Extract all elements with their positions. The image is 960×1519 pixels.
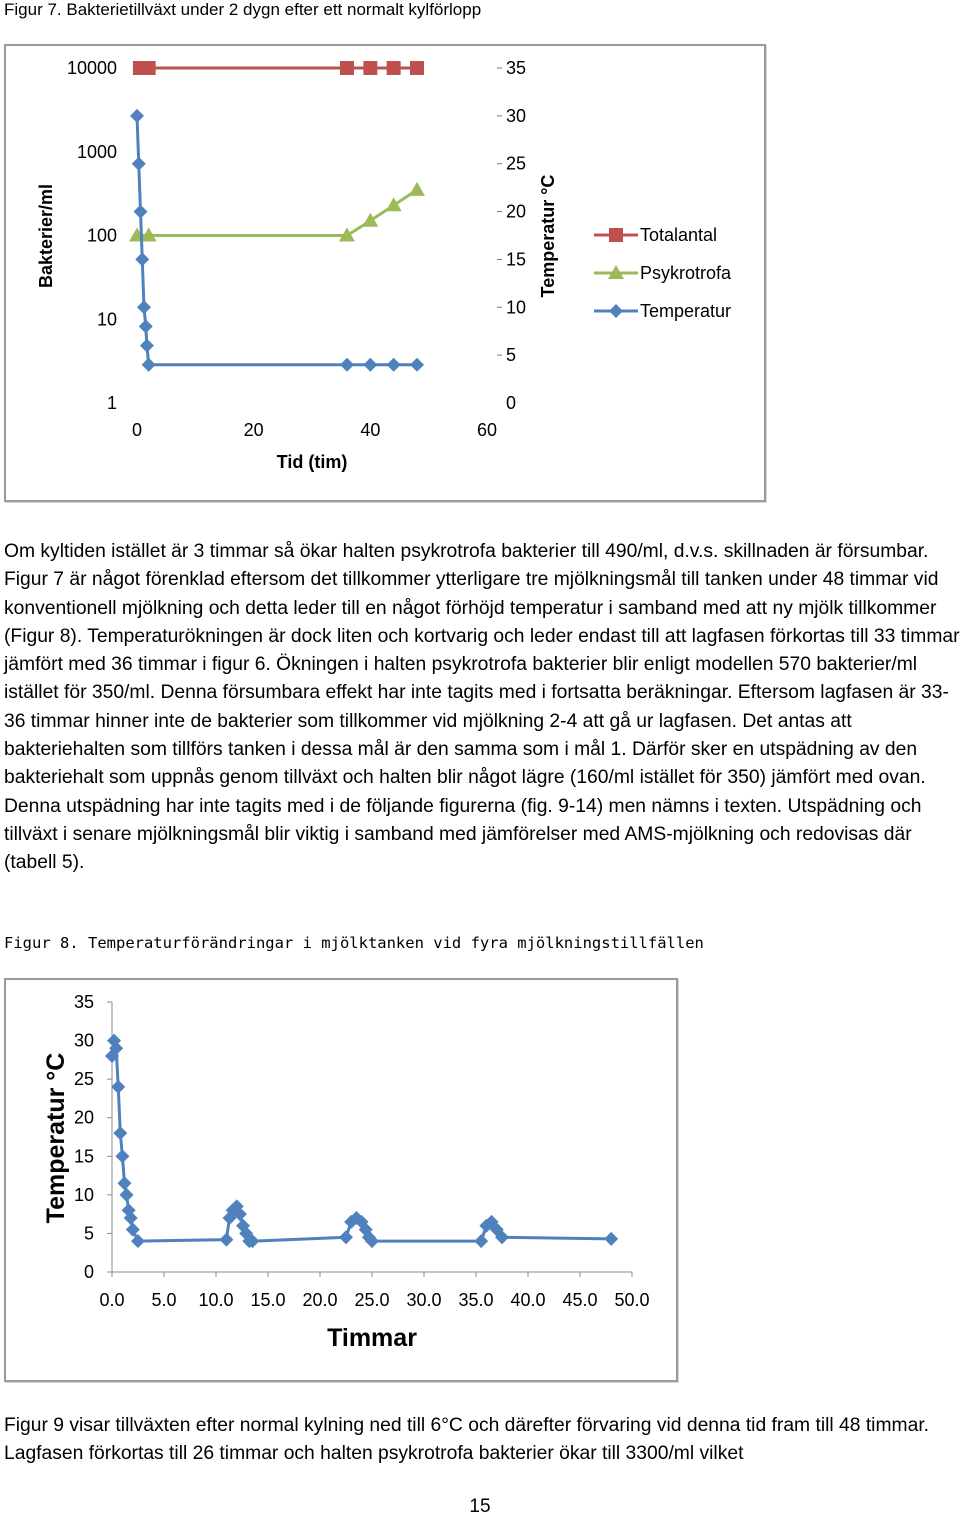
x-tick-label: 15.0 <box>250 1290 286 1310</box>
y-right-tick-label: 15 <box>506 249 527 270</box>
legend-label: Temperatur <box>640 301 732 321</box>
x-axis-title: Tid (tim) <box>276 452 348 472</box>
x-tick-label: 25.0 <box>354 1290 390 1310</box>
body-paragraph-2: Figur 9 visar tillväxten efter normal kylning ned till 6°C och därefter förvaring vid denna tid fram till 48 timmar. Lagfasen förkortas till 26 timmar och halten psykrotrofa bakterier ökar till 3300/ml vilket <box>4 1415 930 1465</box>
y-left-axis-title: Bakterier/ml <box>36 183 56 289</box>
temperature-data-point <box>604 1232 618 1246</box>
y-right-tick-label: 0 <box>506 393 517 413</box>
y-tick-label: 25 <box>73 1069 94 1090</box>
x-axis-title: Timmar <box>327 1324 417 1352</box>
x-tick-label: 50.0 <box>614 1290 650 1310</box>
y-tick-label: 20 <box>73 1107 94 1128</box>
data-point-psykrotrofa <box>386 197 402 211</box>
temperature-data-point <box>113 1126 127 1140</box>
data-point-temperatur <box>137 300 151 314</box>
y-right-tick-label: 25 <box>506 153 527 174</box>
series-line-psykrotrofa <box>137 190 417 236</box>
legend-label: Totalantal <box>640 225 718 245</box>
x-tick-label: 40 <box>360 420 381 440</box>
y-right-tick-label: 20 <box>506 201 527 222</box>
temperature-data-point <box>339 1230 353 1244</box>
y-tick-label: 5 <box>83 1223 94 1244</box>
x-tick-label: 0 <box>131 420 143 440</box>
data-point-psykrotrofa <box>409 182 425 196</box>
temperature-data-point <box>111 1080 125 1094</box>
y-tick-label: 30 <box>73 1030 94 1051</box>
x-tick-label: 5.0 <box>151 1290 177 1310</box>
y-tick-label: 15 <box>73 1146 94 1167</box>
x-tick-label: 20.0 <box>302 1290 338 1310</box>
series-line-temperatur <box>137 116 417 365</box>
x-tick-label: 35.0 <box>458 1290 494 1310</box>
data-point-totalantal <box>363 61 377 75</box>
y-right-tick-label: 10 <box>506 297 527 318</box>
x-tick-label: 10.0 <box>198 1290 234 1310</box>
data-point-temperatur <box>140 339 154 353</box>
figure8-svg <box>6 980 676 1380</box>
y-tick-label: 35 <box>73 992 94 1012</box>
data-point-temperatur <box>340 358 354 372</box>
y-left-tick-label: 1000 <box>76 141 117 162</box>
figure8-chart <box>4 978 678 1382</box>
y-tick-label: 0 <box>83 1262 94 1282</box>
body-paragraph-1: Om kyltiden istället är 3 timmar så ökar halten psykrotrofa bakterier till 490/ml, d.v.s. skillnaden är försumbar. Figur 7 är något förenklad eftersom det tillkommer ytterligare tre mjölkningsmål till tanken under 48 timmar vid konventionell mjölkning och detta leder till en något förhöjd temperatur i samband med att ny mjölk tillkommer (Figur 8). Temperaturökningen är dock liten och kortvarig och leder endast till att lagfasen förkortas till 33 timmar jämfört med 36 timmar i figur 6. Ökningen i halten psykrotrofa bakterier blir enligt modellen 570 bakterier/ml istället för 350/ml. Denna försumbara effekt har inte tagits med i fortsatta beräkningar. Eftersom lagfasen är 33-36 timmar hinner inte de bakterier som tillkommer vid mjölkning 2-4 att gå ur lagfasen. Det antas att bakteriehalten som tillförs tanken i dessa mål är den samma som i mål 1. Därför sker en utspädning av den bakteriehalt som uppnås genom tillväxt och halten blir något lägre (160/ml istället för 350) jämfört med ovan. Denna utspädning har inte tagits med i de följande figurerna (fig. 9-14) men nämns i texten. Utspädning och tillväxt i senare mjölkningsmål blir viktig i samband med jämförelser med AMS-mjölkning och redovisas där (tabell 5). <box>4 541 960 874</box>
figure7-svg <box>6 46 764 500</box>
data-point-temperatur <box>410 358 424 372</box>
legend-label: Psykrotrofa <box>640 263 732 283</box>
data-point-totalantal <box>410 61 424 75</box>
data-point-totalantal <box>340 61 354 75</box>
y-right-tick-label: 35 <box>506 58 527 78</box>
temperature-data-point <box>117 1176 131 1190</box>
data-point-temperatur <box>142 358 156 372</box>
x-tick-label: 30.0 <box>406 1290 442 1310</box>
data-point-temperatur <box>130 109 144 123</box>
y-right-tick-label: 30 <box>506 105 527 126</box>
x-tick-label: 0.0 <box>99 1290 125 1310</box>
data-point-temperatur <box>387 358 401 372</box>
data-point-totalantal <box>387 61 401 75</box>
y-left-tick-label: 10000 <box>66 58 117 78</box>
figure8-caption: Figur 8. Temperaturförändringar i mjölktanken vid fyra mjölkningstillfällen <box>4 934 704 952</box>
y-left-tick-label: 1 <box>106 393 117 413</box>
x-tick-label: 20 <box>243 420 264 440</box>
y-left-tick-label: 10 <box>96 309 117 330</box>
figure7-caption: Figur 7. Bakterietillväxt under 2 dygn efter ett normalt kylförlopp <box>4 0 482 19</box>
data-point-temperatur <box>134 205 148 219</box>
y-right-axis-title: Temperatur °C <box>538 174 558 298</box>
temperature-data-point <box>219 1233 233 1247</box>
data-point-psykrotrofa <box>362 213 378 227</box>
y-left-tick-label: 100 <box>86 225 117 246</box>
data-point-temperatur <box>139 319 153 333</box>
data-point-totalantal <box>142 61 156 75</box>
temperature-data-point <box>474 1234 488 1248</box>
legend-marker <box>609 304 623 318</box>
y-right-tick-label: 5 <box>506 345 517 366</box>
x-tick-label: 60 <box>476 420 498 440</box>
y-axis-title: Temperatur °C <box>42 1052 70 1224</box>
x-tick-label: 40.0 <box>510 1290 546 1310</box>
temperature-line <box>112 1041 611 1242</box>
page-number: 15 <box>469 1496 491 1517</box>
x-tick-label: 45.0 <box>562 1290 598 1310</box>
temperature-data-point <box>120 1188 134 1202</box>
data-point-temperatur <box>363 358 377 372</box>
y-tick-label: 10 <box>73 1184 94 1205</box>
data-point-temperatur <box>135 252 149 266</box>
figure7-chart <box>4 44 766 502</box>
legend-marker <box>609 228 623 242</box>
data-point-temperatur <box>132 157 146 171</box>
temperature-data-point <box>115 1149 129 1163</box>
